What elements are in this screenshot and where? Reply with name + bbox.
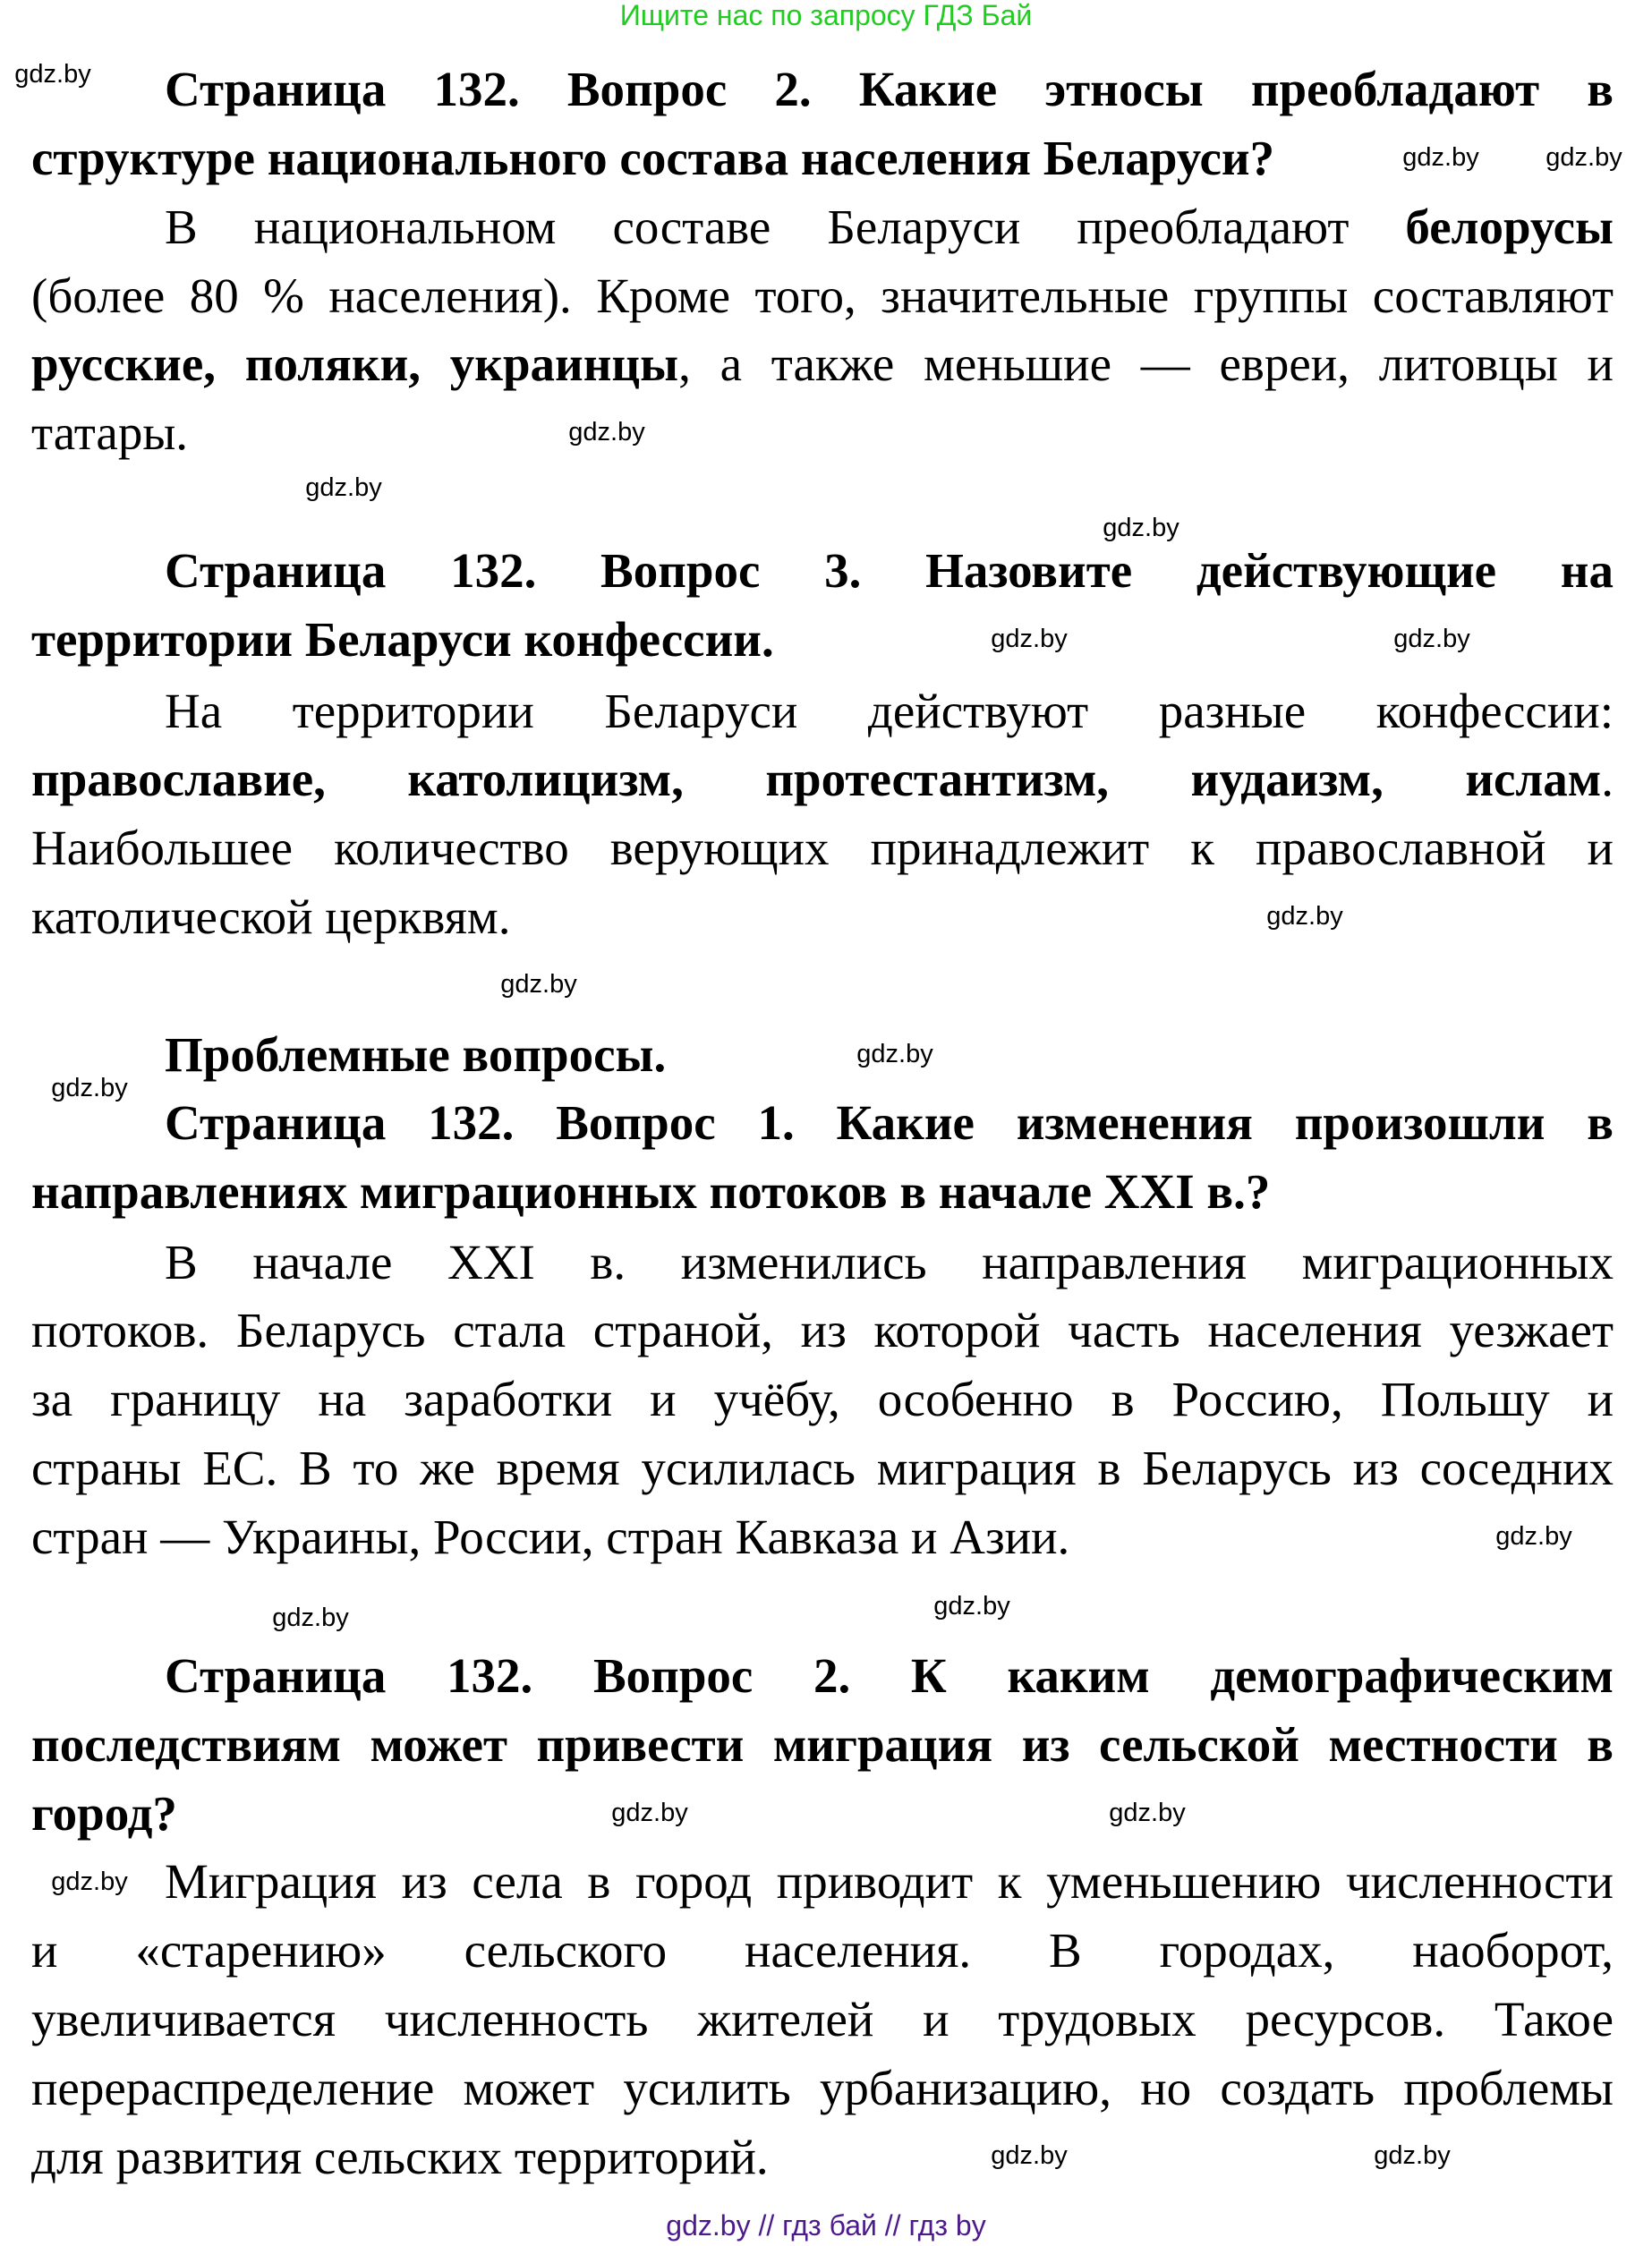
text-line	[31, 1916, 1614, 1985]
heading-line	[31, 1779, 177, 1848]
text-segment: потоков. Беларусь стала страной, из которой часть населения уезжает	[31, 1303, 1614, 1357]
text-segment: В начале XXI в. изменились направления миграционных	[165, 1235, 1614, 1289]
watermark-text: gdz.by	[1495, 1522, 1572, 1551]
watermark-text: gdz.by	[991, 2141, 1068, 2170]
text-segment: последствиям может привести миграция из сельской местности в	[31, 1717, 1614, 1772]
text-segment: Страница 132. Вопрос 1. Какие изменения произошли в	[165, 1095, 1614, 1150]
text-segment: , а также меньшие — евреи, литовцы и	[678, 336, 1614, 391]
search-hint-header: Ищите нас по запросу ГДЗ Бай	[619, 0, 1033, 31]
text-segment: за границу на заработки и учёбу, особенно в Россию, Польшу и	[31, 1372, 1614, 1426]
watermark-text: gdz.by	[1402, 143, 1479, 172]
text-line	[31, 329, 1614, 398]
text-segment: и «старению» сельского населения. В городах, наоборот,	[31, 1923, 1614, 1978]
text-line	[31, 882, 510, 951]
text-line	[31, 1434, 1614, 1502]
watermark-text: gdz.by	[305, 473, 382, 502]
bold-term: белорусы	[1405, 200, 1614, 254]
text-segment: Страница 132. Вопрос 2. Какие этносы преобладают в	[165, 62, 1614, 116]
heading-line	[31, 1157, 1270, 1226]
text-line	[31, 2123, 769, 2191]
text-segment: перераспределение может усилить урбанизацию, но создать проблемы	[31, 2061, 1614, 2115]
text-segment: увеличивается численность жителей и трудовых ресурсов. Такое	[31, 1992, 1614, 2046]
text-segment: Наибольшее количество верующих принадлежит к православной и	[31, 821, 1614, 875]
text-segment: страны ЕС. В то же время усилилась миграция в Беларусь из соседних	[31, 1441, 1614, 1495]
heading-line	[31, 1710, 1614, 1779]
watermark-text: gdz.by	[1393, 625, 1470, 653]
text-segment: структуре национального состава населения Беларуси?	[31, 131, 1275, 185]
heading-line	[31, 123, 1274, 192]
text-line	[165, 676, 1614, 745]
heading-line	[31, 605, 774, 674]
watermark-text: gdz.by	[611, 1799, 688, 1827]
text-segment: город?	[31, 1786, 177, 1841]
watermark-text: gdz.by	[51, 1074, 128, 1102]
watermark-text: gdz.by	[1546, 143, 1622, 172]
text-segment: направлениях миграционных потоков в начале XXI в.?	[31, 1164, 1271, 1219]
text-segment: татары.	[31, 405, 189, 460]
watermark-text: gdz.by	[991, 625, 1068, 653]
bold-term: православие, католицизм, протестантизм, иудаизм, ислам	[31, 752, 1602, 806]
watermark-text: gdz.by	[856, 1040, 933, 1068]
text-segment: Проблемные вопросы.	[165, 1027, 667, 1082]
text-line	[31, 1502, 1069, 1571]
text-segment: (более 80 % населения). Кроме того, значительные группы составляют	[31, 268, 1614, 323]
watermark-text: gdz.by	[1109, 1799, 1186, 1827]
text-line	[165, 192, 1614, 261]
watermark-text: gdz.by	[933, 1592, 1010, 1621]
watermark-text: gdz.by	[1103, 514, 1179, 542]
heading-line	[165, 1641, 1614, 1710]
text-line	[31, 2054, 1614, 2123]
heading-line	[165, 536, 1614, 605]
watermark-text: gdz.by	[1266, 902, 1343, 931]
watermark-text: gdz.by	[1374, 2141, 1451, 2170]
text-line	[165, 1847, 1614, 1916]
watermark-text: gdz.by	[14, 60, 91, 89]
text-segment: католической церквям.	[31, 889, 511, 944]
text-line	[31, 1365, 1614, 1434]
text-line	[31, 1985, 1614, 2054]
heading-line	[165, 55, 1614, 123]
watermark-text: gdz.by	[568, 418, 645, 447]
text-segment: территории Беларуси конфессии.	[31, 612, 774, 667]
text-segment: Страница 132. Вопрос 2. К каким демографическим	[165, 1648, 1614, 1703]
watermark-text: gdz.by	[500, 970, 577, 999]
text-segment: для развития сельских территорий.	[31, 2130, 769, 2184]
footer-links[interactable]: gdz.by // гдз бай // гдз by	[666, 2209, 986, 2242]
text-segment: Миграция из села в город приводит к уменьшению численности	[165, 1854, 1614, 1909]
text-segment: На территории Беларуси действуют разные конфессии:	[165, 684, 1614, 738]
heading-line	[165, 1088, 1614, 1157]
text-segment: Страница 132. Вопрос 3. Назовите действующие на	[165, 543, 1614, 598]
text-segment: .	[1601, 752, 1614, 806]
text-line	[165, 1228, 1614, 1297]
text-line	[31, 1296, 1614, 1365]
text-line	[31, 261, 1614, 330]
watermark-text: gdz.by	[272, 1604, 349, 1632]
text-line	[31, 744, 1614, 813]
text-segment: В национальном составе Беларуси преобладают	[165, 200, 1406, 254]
heading-line	[165, 1020, 666, 1089]
text-line	[31, 398, 188, 467]
text-segment: стран — Украины, России, стран Кавказа и Азии.	[31, 1510, 1070, 1564]
bold-term: русские, поляки, украинцы	[31, 336, 679, 391]
text-line	[31, 813, 1614, 882]
watermark-text: gdz.by	[51, 1867, 128, 1896]
